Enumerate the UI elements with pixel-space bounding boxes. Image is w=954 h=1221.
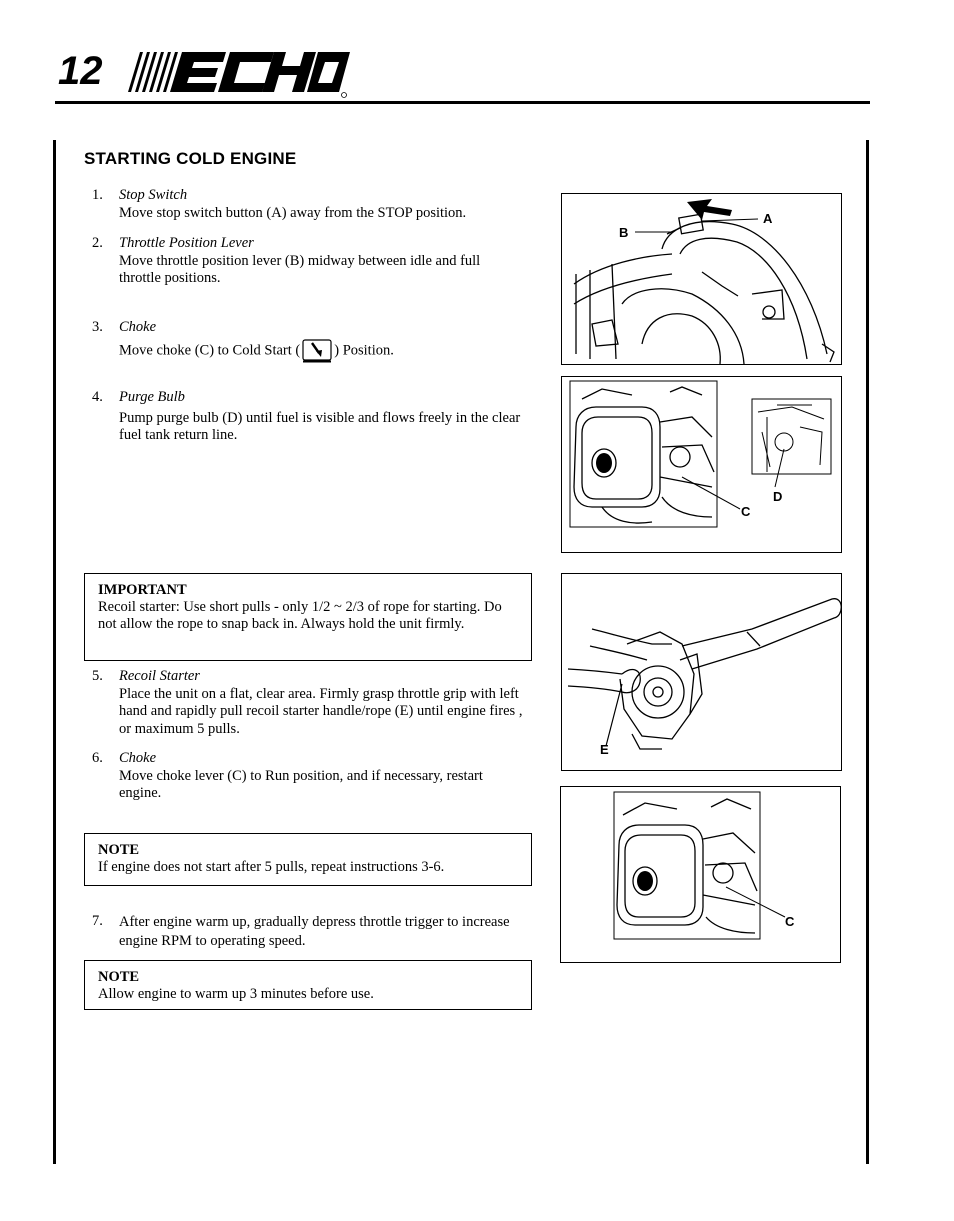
step-number: 6.	[92, 750, 103, 766]
step-text: Move throttle position lever (B) midway between idle and full throttle positions.	[119, 252, 481, 286]
note-text: Allow engine to warm up 3 minutes before use.	[98, 986, 374, 1002]
label-d: D	[773, 489, 783, 504]
step-text: Move stop switch button (A) away from the STOP position.	[119, 204, 467, 221]
step-number: 7.	[92, 913, 103, 929]
step-5	[92, 668, 532, 738]
label-a: A	[763, 211, 773, 226]
step-heading: Choke	[119, 750, 157, 766]
important-box	[84, 573, 532, 661]
label-b: B	[619, 225, 629, 240]
step-number: 5.	[92, 668, 103, 684]
page-number: 12	[58, 49, 103, 93]
important-text: Recoil starter: Use short pulls - only 1/2 ~ 2/3 of rope for starting. Do not allow the rope to snap back in. Always hold the unit firmly.	[98, 599, 502, 632]
step-heading: Stop Switch	[119, 187, 188, 203]
note-box	[84, 833, 532, 886]
step-heading: Choke	[119, 319, 157, 335]
step-text-before: Move choke (C) to Cold Start (	[119, 341, 301, 358]
figure-stop-switch	[561, 193, 842, 365]
step-text: Pump purge bulb (D) until fuel is visible and flows freely in the clear fuel tank return line.	[119, 409, 521, 443]
step-text-after: ) Position.	[334, 341, 394, 358]
step-heading: Recoil Starter	[119, 668, 200, 684]
header-rule	[55, 101, 870, 104]
section-title: STARTING COLD ENGINE	[84, 149, 297, 168]
note-title: NOTE	[98, 842, 140, 858]
step-4	[92, 389, 532, 445]
engine-choke-run-illustration	[561, 787, 842, 964]
important-title: IMPORTANT	[98, 582, 187, 598]
note-box	[84, 960, 532, 1010]
engine-choke-illustration	[562, 377, 843, 554]
step-text: After engine warm up, gradually depress throttle trigger to increase engine RPM to operating speed.	[119, 914, 510, 949]
figure-choke-purge	[561, 376, 842, 553]
label-c: C	[785, 914, 795, 929]
step-text	[119, 339, 532, 363]
step-number: 2.	[92, 235, 103, 251]
figure-choke-run	[560, 786, 841, 963]
step-1	[92, 187, 532, 222]
right-margin-rule	[866, 140, 869, 1164]
step-text: Move choke lever (C) to Run position, and if necessary, restart engine.	[119, 767, 483, 801]
step-6	[92, 750, 532, 803]
left-margin-rule	[53, 140, 56, 1164]
figure-recoil-starter	[561, 573, 842, 771]
label-c: C	[741, 504, 751, 519]
step-2	[92, 235, 532, 288]
step-heading: Throttle Position Lever	[119, 235, 254, 251]
step-7	[92, 913, 532, 951]
step-number: 3.	[92, 319, 103, 335]
note-text: If engine does not start after 5 pulls, repeat instructions 3-6.	[98, 859, 445, 875]
echo-logo	[118, 44, 354, 98]
step-3	[92, 319, 532, 363]
label-e: E	[600, 742, 609, 757]
step-number: 1.	[92, 187, 103, 203]
blower-handle-illustration	[562, 194, 843, 366]
step-number: 4.	[92, 389, 103, 405]
note-title: NOTE	[98, 969, 140, 985]
step-heading: Purge Bulb	[119, 389, 185, 405]
step-text: Place the unit on a flat, clear area. Firmly grasp throttle grip with left hand and rapidly pull recoil starter handle/rope (E) until engine fires , or maximum 5 pulls.	[119, 685, 523, 737]
cold-start-choke-icon	[302, 339, 332, 363]
